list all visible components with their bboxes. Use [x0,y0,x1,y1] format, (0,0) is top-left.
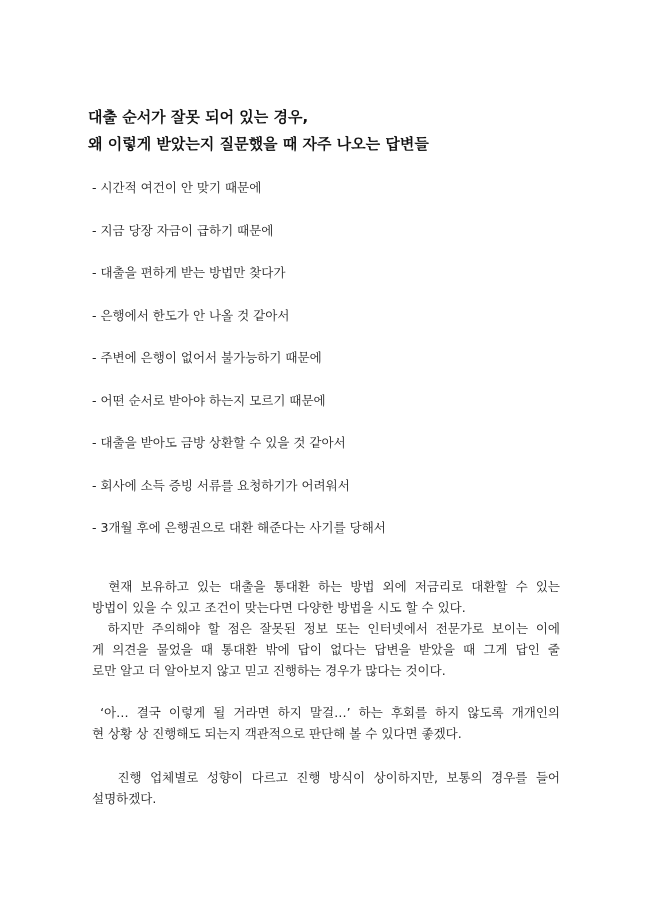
paragraph-line: 게 의견을 물었을 때 통대환 밖에 답이 없다는 답변을 받았을 때 그게 답인 줄 [92,642,560,657]
paragraph-line: 현재 보유하고 있는 대출을 통대환 하는 방법 외에 저금리로 대환할 수 있는 [92,579,560,594]
list-item: - 주변에 은행이 없어서 불가능하기 때문에 [92,350,322,365]
paragraph-line: 진행 업체별로 성향이 다르고 진행 방식이 상이하지만, 보통의 경우를 들어 [92,770,560,785]
paragraph-line: 설명하겠다. [92,791,157,806]
list-item: - 회사에 소득 증빙 서류를 요청하기가 어려워서 [92,477,350,493]
list-item: - 어떤 순서로 받아야 하는지 모르기 때문에 [92,392,326,408]
list-item: - 지금 당장 자금이 급하기 때문에 [92,222,274,238]
list-item: - 대출을 편하게 받는 방법만 찾다가 [92,265,286,280]
paragraph-line: ‘아… 결국 이렇게 될 거라면 하지 말걸…’ 하는 후회를 하지 않도록 개개인의 [92,705,560,720]
paragraph-line: 현 상황 상 진행해도 되는지 객관적으로 판단해 볼 수 있다면 좋겠다. [92,726,462,741]
paragraph-regret [92,702,560,744]
list-item: - 3개월 후에 은행권으로 대환 해준다는 사기를 당해서 [92,520,386,535]
title-line-2: 왜 이렇게 받았는지 질문했을 때 자주 나오는 답변들 [88,135,429,153]
list-item: - 시간적 여건이 안 맞기 때문에 [92,180,262,195]
paragraph-refinance [92,576,560,681]
list-item: - 대출을 받아도 금방 상환할 수 있을 것 같아서 [92,435,346,450]
paragraph-line: 로만 알고 더 알아보지 않고 믿고 진행하는 경우가 많다는 것이다. [92,663,446,678]
paragraph-line: 방법이 있을 수 있고 조건이 맞는다면 다양한 방법을 시도 할 수 있다. [92,600,466,615]
page-title [88,104,568,158]
paragraph-explain [92,767,560,809]
list-item: - 은행에서 한도가 안 나올 것 같아서 [92,307,290,323]
answer-list [92,180,572,563]
paragraph-line: 하지만 주의해야 할 점은 잘못된 정보 또는 인터넷에서 전문가로 보이는 이에 [92,621,560,636]
title-line-1: 대출 순서가 잘못 되어 있는 경우, [88,108,309,126]
